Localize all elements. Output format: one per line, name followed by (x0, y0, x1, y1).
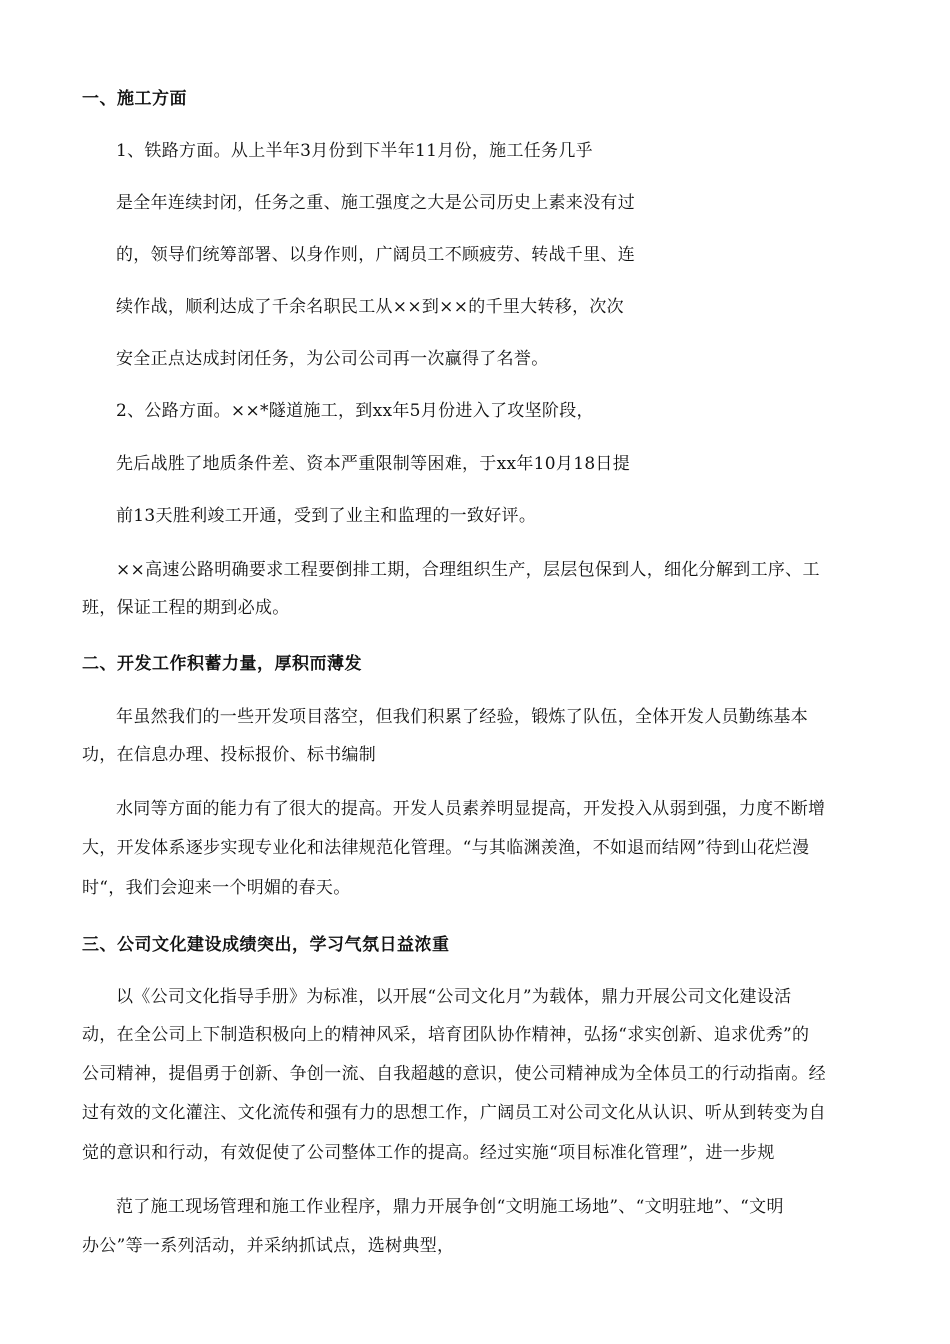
paragraph-line: 觉的意识和行动，有效促使了公司整体工作的提高。经过实施“项目标准化管理”，进一步规 (82, 1143, 775, 1163)
paragraph-line: 是全年连续封闭，任务之重、施工强度之大是公司历史上素来没有过 (116, 193, 635, 213)
paragraph-line: 的，领导们统筹部署、以身作则，广阔员工不顾疲劳、转战千里、连 (116, 245, 635, 265)
paragraph-line: 范了施工现场管理和施工作业程序，鼎力开展争创“文明施工场地”、“文明驻地”、“文明 (116, 1197, 784, 1217)
paragraph-line: 功，在信息办理、投标报价、标书编制 (82, 745, 377, 765)
paragraph-line: 安全正点达成封闭任务，为公司公司再一次赢得了名誉。 (116, 349, 549, 369)
paragraph-line: 公司精神，提倡勇于创新、争创一流、自我超越的意识，使公司精神成为全体员工的行动指南。经 (82, 1064, 826, 1084)
section-heading-1: 一、施工方面 (82, 89, 187, 109)
paragraph-line: 办公”等一系列活动，并采纳抓试点，选树典型， (82, 1236, 455, 1256)
paragraph-line: 续作战，顺利达成了千余名职民工从××到××的千里大转移，次次 (116, 297, 624, 317)
paragraph-line: 前13天胜利竣工开通，受到了业主和监理的一致好评。 (116, 506, 537, 526)
paragraph-line: 时“，我们会迎来一个明媚的春天。 (82, 878, 351, 898)
paragraph-line: 班，保证工程的期到必成。 (82, 598, 290, 618)
paragraph-line: 水同等方面的能力有了很大的提高。开发人员素养明显提高，开发投入从弱到强，力度不断增 (116, 799, 826, 819)
paragraph-line: 过有效的文化灌注、文化流传和强有力的思想工作，广阔员工对公司文化从认识、听从到转变为自 (82, 1103, 826, 1123)
paragraph-line: 年虽然我们的一些开发项目落空，但我们积累了经验，锻炼了队伍，全体开发人员勤练基本 (116, 707, 808, 727)
section-heading-2: 二、开发工作积蓄力量，厚积而薄发 (82, 654, 362, 674)
paragraph-line: 先后战胜了地质条件差、资本严重限制等困难，于xx年10月18日提 (116, 454, 631, 474)
paragraph-line: 1、铁路方面。从上半年3月份到下半年11月份，施工任务几乎 (116, 141, 593, 161)
paragraph-line: 2、公路方面。××*隧道施工，到xx年5月份进入了攻坚阶段， (116, 401, 594, 421)
section-heading-3: 三、公司文化建设成绩突出，学习气氛日益浓重 (82, 935, 450, 955)
paragraph-line: ××高速公路明确要求工程要倒排工期，合理组织生产，层层包保到人，细化分解到工序、工 (116, 560, 820, 580)
paragraph-line: 大，开发体系逐步实现专业化和法律规范化管理。“与其临渊羡渔，不如退而结网”待到山花烂漫 (82, 838, 810, 858)
paragraph-line: 以《公司文化指导手册》为标准，以开展“公司文化月”为载体，鼎力开展公司文化建设活 (116, 987, 792, 1007)
paragraph-line: 动，在全公司上下制造积极向上的精神风采，培育团队协作精神，弘扬“求实创新、追求优秀”的 (82, 1025, 810, 1045)
